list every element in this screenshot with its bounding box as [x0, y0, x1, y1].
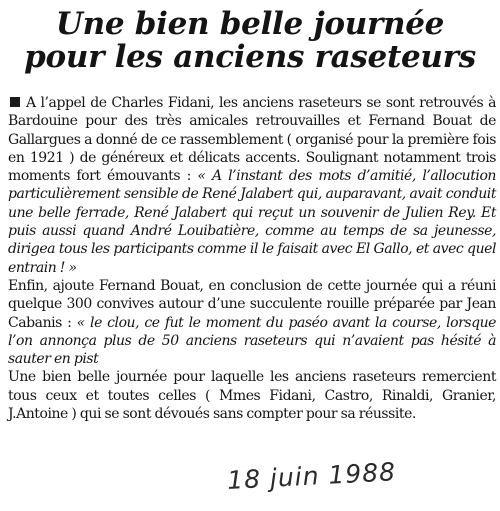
paragraph-2 — [8, 277, 496, 368]
headline-line-2: pour les anciens raseteurs — [24, 39, 476, 75]
paragraph-1 — [8, 94, 496, 277]
handwritten-date: 18 juin 1988 — [226, 457, 397, 495]
headline — [0, 8, 500, 74]
paragraph-1-quote: « A l’instant des mots d’amitié, l’allocution particulièrement sensible de René Jalabert qui, auparavant, avait conduit une belle ferrade, René Jalabert qui reçut un souvenir de Julien Rey. Et puis aussi quand André Louibatière, comme au temps de sa jeunesse, dirigea tous les participants comme il le faisait avec El Gallo, et avec quel entrain ! » — [8, 168, 496, 276]
article-body — [8, 94, 496, 423]
bullet-square-icon — [10, 97, 20, 107]
paragraph-2-text: Enfin, ajoute Fernand Bouat, en conclusion de cette journée qui a réuni quelque 300 convives autour d’une succulente rouille préparée par Jean Cabanis : — [8, 277, 496, 331]
paragraph-3: Une bien belle journée pour laquelle les anciens raseteurs remercient tous ceux et toutes celles ( Mmes Fidani, Castro, Rinaldi, Granier, J.Antoine ) qui se sont dévoués sans compter pour sa réussite. — [8, 369, 496, 423]
headline-line-1: Une bien belle journée — [55, 6, 445, 42]
paragraph-2-quote: « le clou, ce fut le moment du paséo avant la course, lorsque l’on annonça plus de 50 anciens raseteurs qui n’avaient pas hésité à sauter en pist — [8, 314, 496, 368]
paragraph-1-text: A l’appel de Charles Fidani, les anciens raseteurs se sont retrouvés à Bardouine pour des très amicales retrouvailles et Fernand Bouat de Gallargues a donné de ce rassemblement ( organisé pour la première fois en 1921 ) de généreux et délicats accents. Soulignant notamment trois moments fort émouvants : — [8, 95, 496, 185]
